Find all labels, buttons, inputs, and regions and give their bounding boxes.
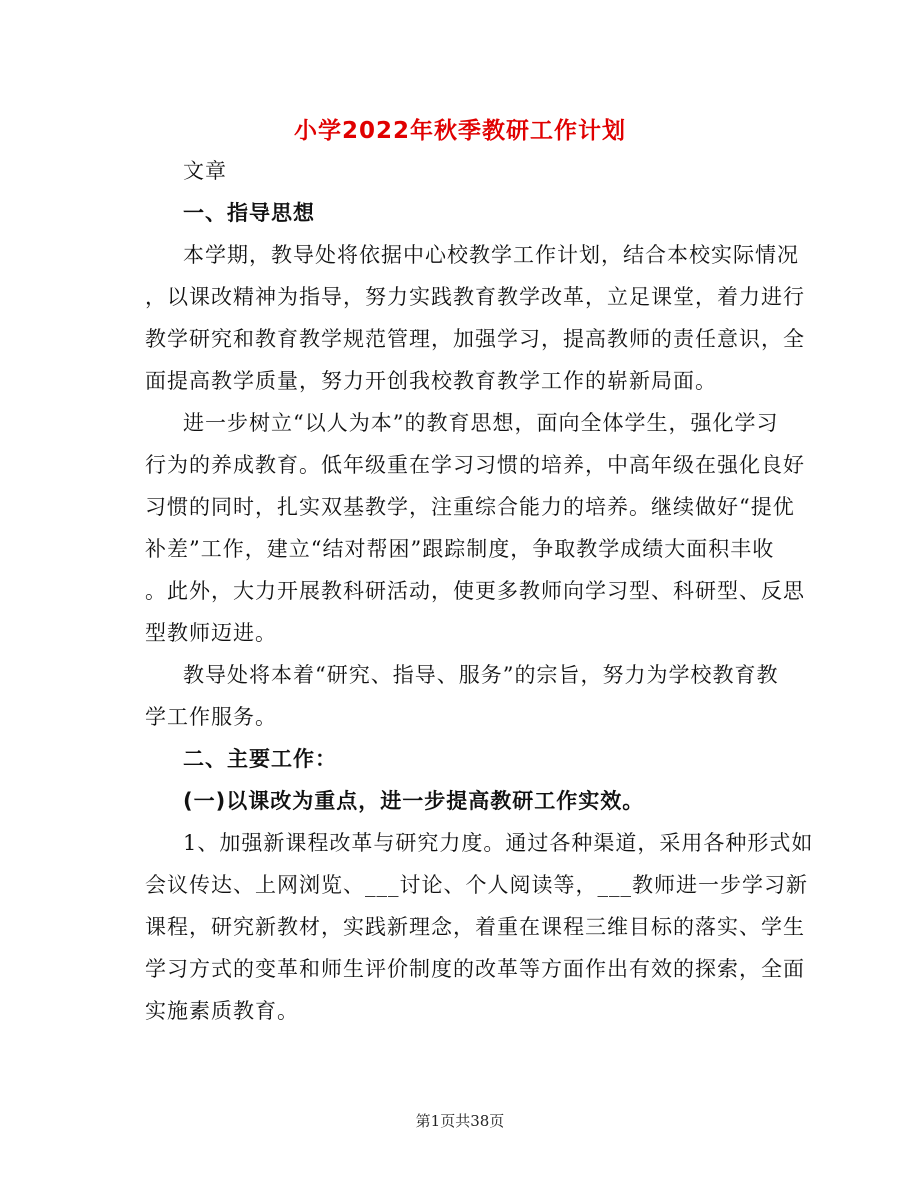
- paragraph-line: 实施素质教育。: [145, 999, 299, 1023]
- section-heading-main-work: 二、主要工作：: [183, 747, 337, 771]
- paragraph-line: 教学研究和教育教学规范管理，加强学习，提高教师的责任意识，全: [145, 327, 805, 351]
- author-line: 文章: [183, 159, 227, 183]
- paragraph-line: 本学期，教导处将依据中心校教学工作计划，结合本校实际情况: [183, 243, 799, 267]
- paragraph-line: 行为的养成教育。低年级重在学习习惯的培养，中高年级在强化良好: [145, 453, 805, 477]
- paragraph-line: 习惯的同时，扎实双基教学，注重综合能力的培养。继续做好“提优: [145, 495, 795, 519]
- paragraph-line: 课程，研究新教材，实践新理念，着重在课程三维目标的落实、学生: [145, 915, 805, 939]
- paragraph-line: ，以课改精神为指导，努力实践教育教学改革，立足课堂，着力进行: [145, 285, 805, 309]
- subsection-heading-curriculum-reform: (一)以课改为重点，进一步提高教研工作实效。: [183, 789, 645, 813]
- paragraph-line: 面提高教学质量，努力开创我校教育教学工作的崭新局面。: [145, 369, 717, 393]
- document-title: 小学2022年秋季教研工作计划: [293, 118, 626, 144]
- paragraph-line: 学习方式的变革和师生评价制度的改革等方面作出有效的探索，全面: [145, 957, 805, 981]
- paragraph-line: 1、加强新课程改革与研究力度。通过各种渠道，采用各种形式如: [183, 831, 814, 855]
- paragraph-line: 教导处将本着“研究、指导、服务”的宗旨，努力为学校教育教: [183, 663, 779, 687]
- paragraph-1: [145, 234, 805, 402]
- paragraph-line: 。此外，大力开展教科研活动，使更多教师向学习型、科研型、反思: [145, 579, 805, 603]
- page-number-footer: 第1页共38页: [415, 1112, 505, 1130]
- paragraph-4: [145, 822, 814, 1032]
- paragraph-line: 补差”工作，建立“结对帮困”跟踪制度，争取教学成绩大面积丰收: [145, 537, 775, 561]
- document-body: [145, 150, 814, 1032]
- section-heading-guiding-ideology: 一、指导思想: [183, 201, 315, 225]
- paragraph-line: 进一步树立“以人为本”的教育思想，面向全体学生，强化学习: [183, 411, 779, 435]
- paragraph-2: [145, 402, 805, 654]
- paragraph-line: 学工作服务。: [145, 705, 277, 729]
- paragraph-line: 会议传达、上网浏览、___讨论、个人阅读等，___教师进一步学习新: [145, 873, 808, 897]
- paragraph-line: 型教师迈进。: [145, 621, 277, 645]
- paragraph-3: [145, 654, 779, 738]
